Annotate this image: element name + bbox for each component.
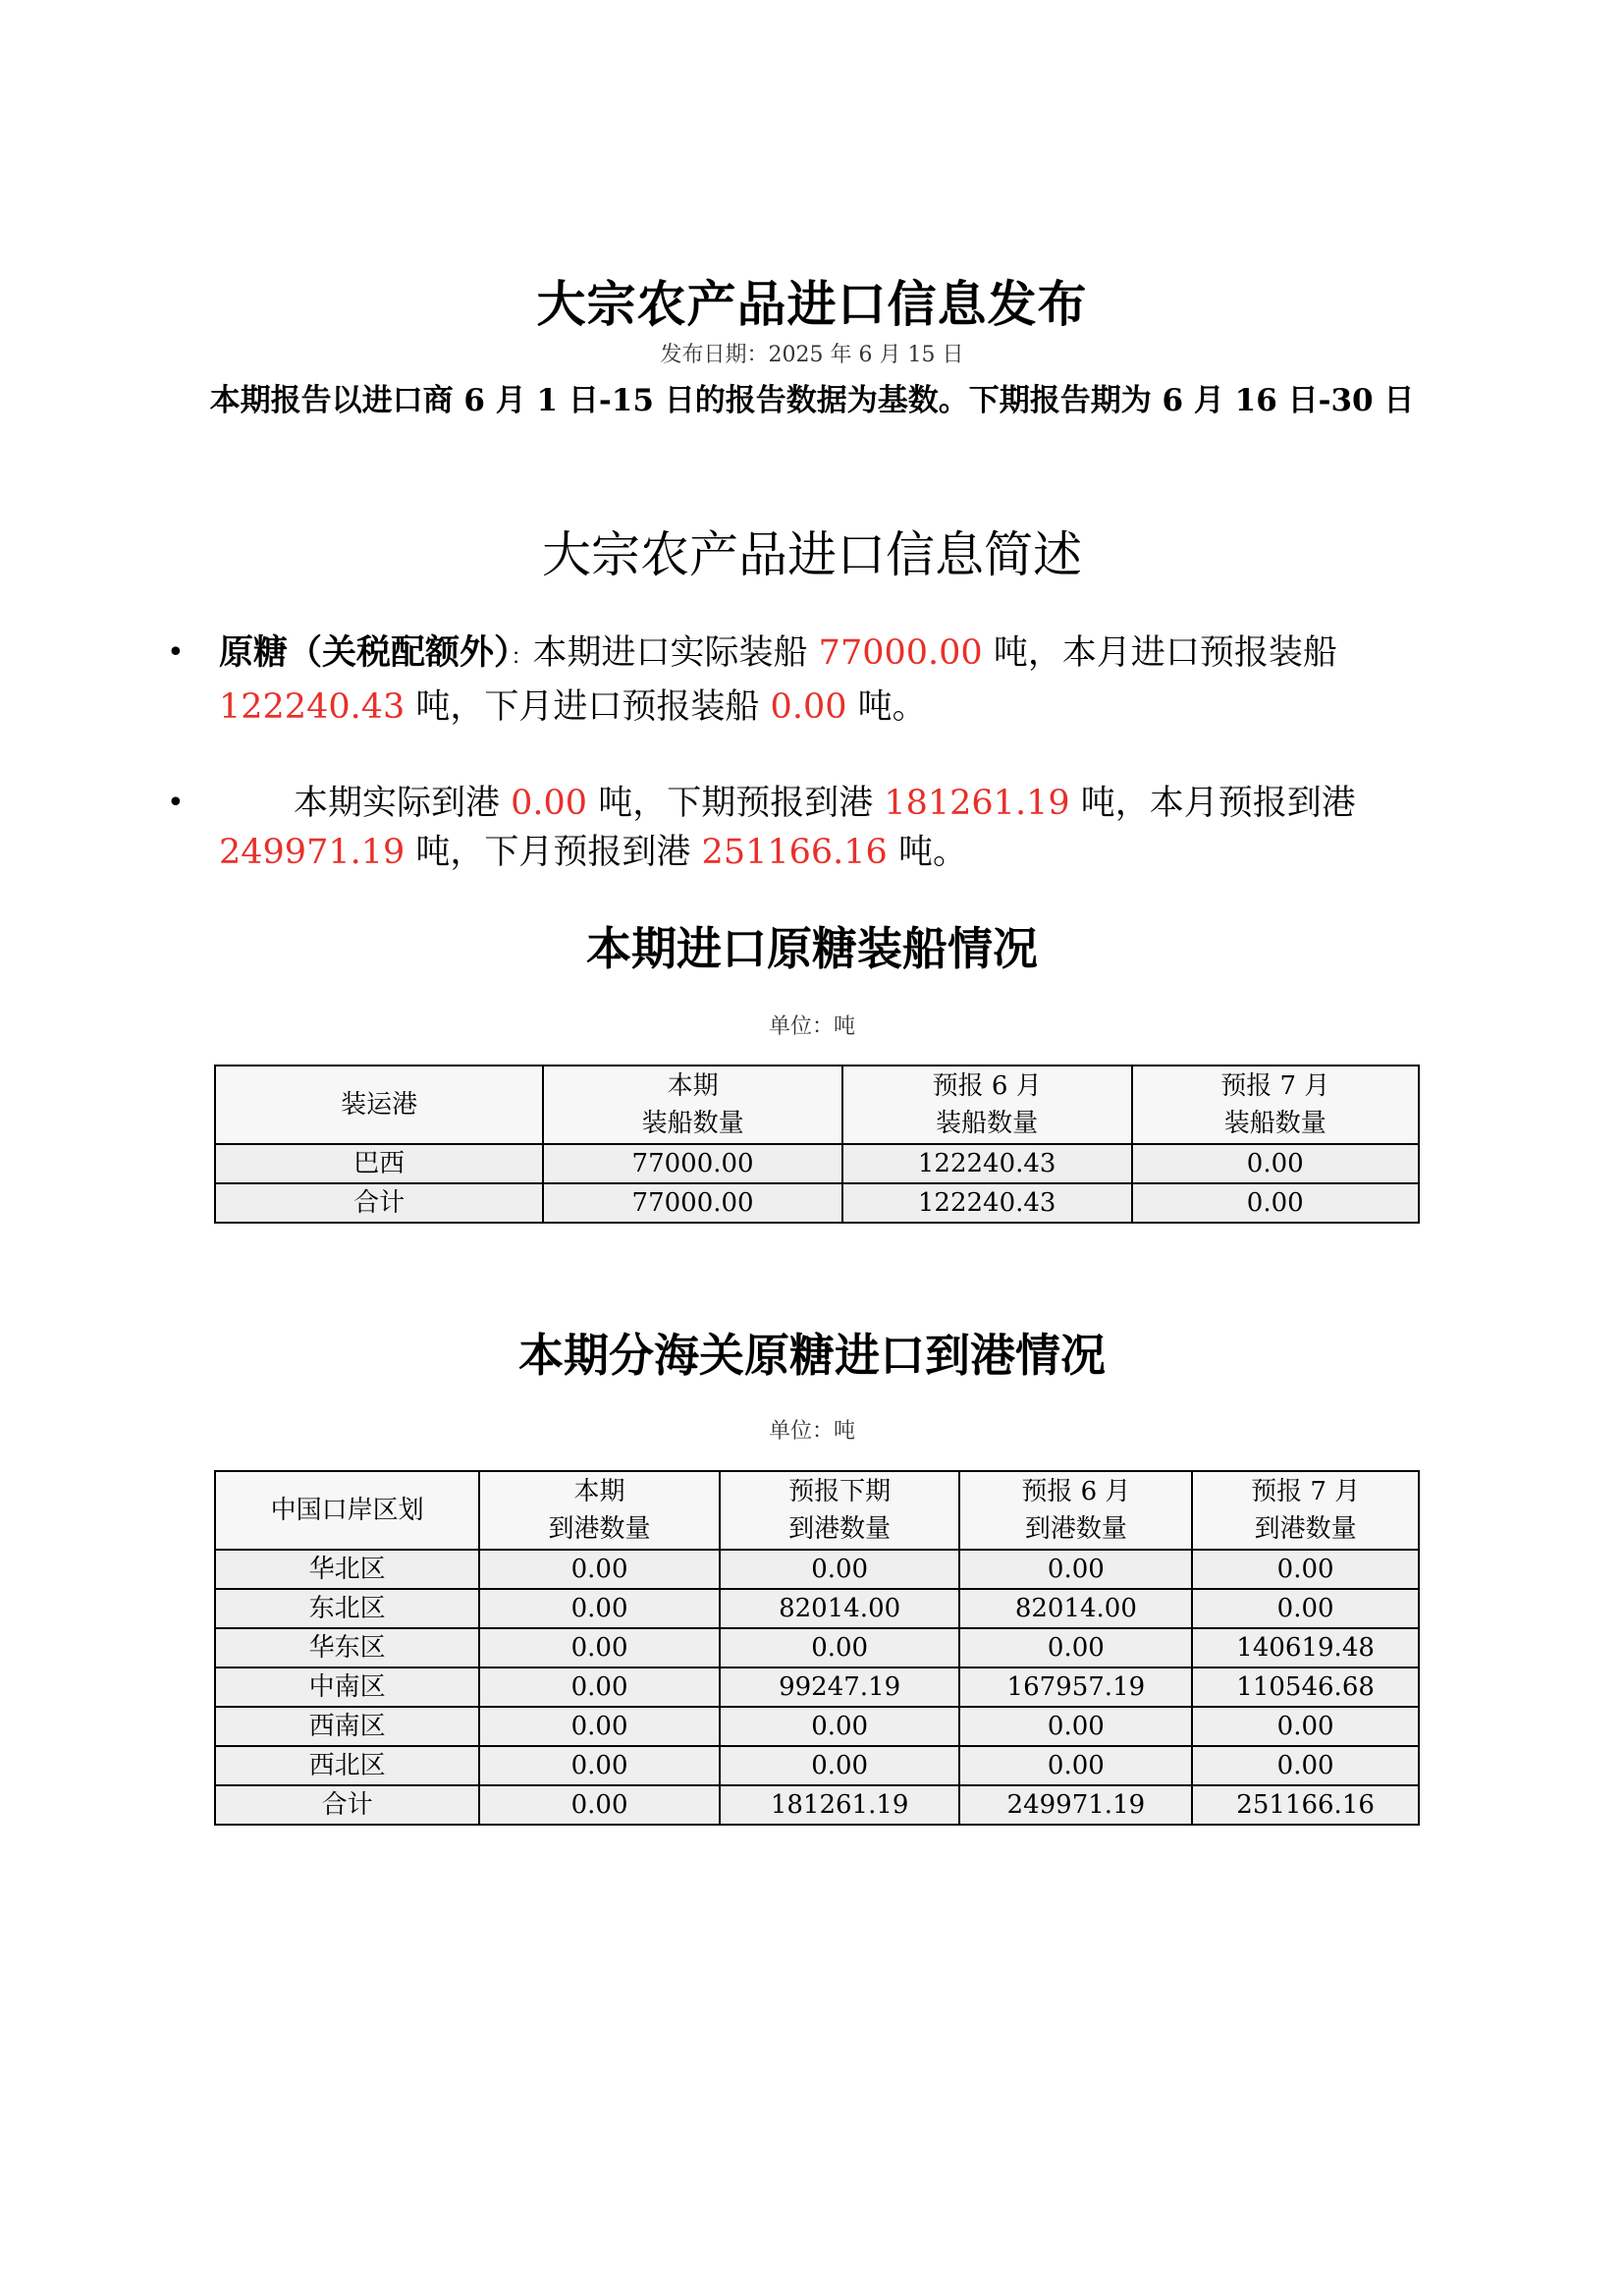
table-cell: 0.00 [479,1746,719,1785]
summary-item-shipping [167,629,1443,732]
table-cell: 122240.43 [842,1183,1132,1223]
shipping-table-title: 本期进口原糖装船情况 [586,922,1038,975]
shipping-unit: 单位：吨 [768,1014,855,1039]
header-current: 本期 到港数量 [479,1471,719,1550]
table-cell: 0.00 [720,1550,960,1589]
table-row [215,1746,1419,1785]
page-title: 大宗农产品进口信息发布 [536,275,1088,333]
shipping-table [214,1065,1420,1224]
table-cell: 华北区 [215,1550,479,1589]
table-cell: 122240.43 [842,1144,1132,1183]
table-cell: 0.00 [959,1550,1192,1589]
table-row [215,1144,1419,1183]
header-june: 预报 6 月 到港数量 [959,1471,1192,1550]
table-cell: 0.00 [479,1707,719,1746]
table-cell: 0.00 [720,1707,960,1746]
table-cell: 0.00 [720,1628,960,1667]
summary-sep: ： [511,645,533,670]
value-arrival-next-period: 181261.19 [884,784,1070,823]
summary-label: 原糖（关税配额外） [219,632,512,673]
table-cell: 0.00 [1192,1589,1419,1628]
table-cell: 西南区 [215,1707,479,1746]
summary-title: 大宗农产品进口信息简述 [542,526,1082,583]
table-cell: 巴西 [215,1144,543,1183]
table-cell: 0.00 [959,1628,1192,1667]
table-row [215,1550,1419,1589]
header-next-period: 预报下期 到港数量 [720,1471,960,1550]
summary-list [167,629,1443,877]
table-row [215,1589,1419,1628]
table-cell: 0.00 [1192,1707,1419,1746]
table-cell: 77000.00 [543,1183,842,1223]
table-cell: 82014.00 [720,1589,960,1628]
value-arrived-current: 0.00 [511,784,588,823]
table-cell: 0.00 [1132,1144,1420,1183]
table-cell: 99247.19 [720,1667,960,1707]
table-row [215,1183,1419,1223]
table-cell: 0.00 [720,1746,960,1785]
table-cell: 合计 [215,1183,543,1223]
table-cell: 110546.68 [1192,1667,1419,1707]
value-shipped-current: 77000.00 [818,633,983,673]
table-cell: 0.00 [1192,1550,1419,1589]
value-arrival-next-month: 251166.16 [701,833,888,872]
table-cell: 华东区 [215,1628,479,1667]
table-cell: 西北区 [215,1746,479,1785]
summary-item-arrival [167,779,1443,877]
table-row [215,1785,1419,1825]
arrival-table-title: 本期分海关原糖进口到港情况 [518,1329,1106,1382]
publish-date: 发布日期：2025 年 6 月 15 日 [660,343,964,367]
summary-text: 吨，本月预报到港 [1069,784,1356,823]
table-cell: 0.00 [479,1785,719,1825]
summary-text: 吨，下月预报到港 [405,833,702,872]
table-cell: 82014.00 [959,1589,1192,1628]
table-cell: 0.00 [959,1707,1192,1746]
summary-text: 吨，本月进口预报装船 [982,633,1337,673]
table-cell: 140619.48 [1192,1628,1419,1667]
table-cell: 0.00 [1132,1183,1420,1223]
summary-text: 本期进口实际装船 [532,633,819,673]
table-row [215,1707,1419,1746]
header-current: 本期 装船数量 [543,1066,842,1144]
table-cell: 0.00 [479,1628,719,1667]
table-cell: 77000.00 [543,1144,842,1183]
table-cell: 中南区 [215,1667,479,1707]
table-cell: 0.00 [959,1746,1192,1785]
table-header-row [215,1471,1419,1550]
table-cell: 181261.19 [720,1785,960,1825]
table-header-row [215,1066,1419,1144]
arrival-unit: 单位：吨 [768,1419,855,1444]
table-cell: 东北区 [215,1589,479,1628]
summary-text: 吨。 [887,833,967,872]
value-shipped-next-month: 0.00 [770,687,847,727]
summary-text: 吨，下期预报到港 [587,784,885,823]
value-shipped-month-forecast: 122240.43 [219,687,406,727]
table-row [215,1628,1419,1667]
table-cell: 0.00 [479,1589,719,1628]
summary-text: 吨，下月进口预报装船 [405,687,771,727]
table-cell: 167957.19 [959,1667,1192,1707]
table-cell: 0.00 [479,1550,719,1589]
arrival-table [214,1470,1420,1826]
header-region: 中国口岸区划 [215,1471,479,1550]
summary-text: 吨。 [846,687,927,727]
table-cell: 0.00 [479,1667,719,1707]
table-row [215,1667,1419,1707]
table-cell: 249971.19 [959,1785,1192,1825]
report-basis-note: 本期报告以进口商 6 月 1 日-15 日的报告数据为基数。下期报告期为 6 月 16 日-30 日 [209,383,1415,418]
value-arrival-month: 249971.19 [219,833,406,872]
header-july: 预报 7 月 装船数量 [1132,1066,1420,1144]
table-cell: 251166.16 [1192,1785,1419,1825]
header-june: 预报 6 月 装船数量 [842,1066,1132,1144]
table-cell: 0.00 [1192,1746,1419,1785]
header-port: 装运港 [215,1066,543,1144]
table-cell: 合计 [215,1785,479,1825]
header-july: 预报 7 月 到港数量 [1192,1471,1419,1550]
summary-text: 本期实际到港 [294,784,512,823]
